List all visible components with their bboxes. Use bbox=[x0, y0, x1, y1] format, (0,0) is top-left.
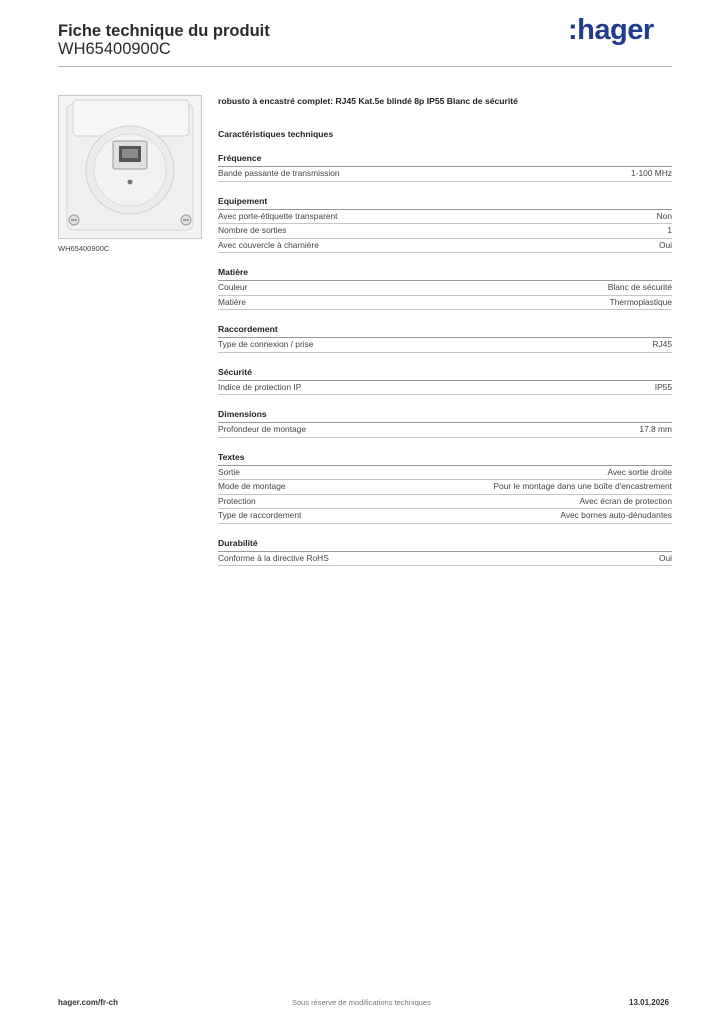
spec-value: Thermoplastique bbox=[609, 296, 672, 307]
spec-row bbox=[218, 224, 672, 239]
spec-label: Avec couvercle à charnière bbox=[218, 239, 319, 250]
spec-value: RJ45 bbox=[652, 339, 672, 349]
spec-label: Couleur bbox=[218, 282, 248, 292]
spec-value: Oui bbox=[658, 552, 672, 563]
section-title: Sécurité bbox=[218, 367, 672, 381]
specifications bbox=[218, 96, 672, 566]
spec-label: Conforme à la directive RoHS bbox=[218, 552, 329, 563]
spec-label: Sortie bbox=[218, 466, 240, 477]
spec-label: Avec porte-étiquette transparent bbox=[218, 210, 338, 221]
spec-section bbox=[218, 267, 672, 310]
section-title: Matière bbox=[218, 267, 672, 281]
spec-value: Non bbox=[656, 210, 672, 221]
product-reference: WH65400900C bbox=[58, 40, 171, 58]
spec-value: IP55 bbox=[654, 381, 672, 392]
section-title: Durabilité bbox=[218, 538, 672, 552]
spec-row bbox=[218, 239, 672, 254]
spec-section bbox=[218, 367, 672, 396]
spec-value: Pour le montage dans une boîte d'encastrement bbox=[493, 481, 672, 491]
spec-section bbox=[218, 452, 672, 524]
spec-row bbox=[218, 495, 672, 510]
footer-notice: Sous réserve de modifications techniques bbox=[292, 998, 431, 1007]
spec-value: 1-100 MHz bbox=[631, 168, 672, 178]
spec-label: Profondeur de montage bbox=[218, 424, 306, 434]
tech-characteristics-title: Caractéristiques techniques bbox=[218, 129, 334, 139]
spec-row bbox=[218, 338, 672, 353]
spec-label: Bande passante de transmission bbox=[218, 168, 340, 178]
spec-row bbox=[218, 423, 672, 438]
spec-label: Matière bbox=[218, 296, 246, 307]
spec-row bbox=[218, 167, 672, 182]
spec-value: Avec écran de protection bbox=[579, 495, 672, 506]
header-divider bbox=[58, 66, 672, 67]
spec-label: Mode de montage bbox=[218, 481, 286, 491]
spec-row bbox=[218, 281, 672, 296]
footer-date: 13.01.2026 bbox=[629, 998, 670, 1007]
spec-label: Type de raccordement bbox=[218, 510, 302, 520]
spec-label: Indice de protection IP bbox=[218, 381, 302, 392]
section-title: Fréquence bbox=[218, 153, 672, 167]
hager-logo bbox=[568, 14, 654, 47]
product-photo bbox=[58, 95, 202, 239]
logo-text: hager bbox=[577, 14, 654, 46]
page-title: Fiche technique du produit bbox=[58, 22, 270, 40]
spec-section bbox=[218, 324, 672, 353]
section-title: Raccordement bbox=[218, 324, 672, 338]
spec-row bbox=[218, 381, 672, 396]
spec-section bbox=[218, 196, 672, 254]
footer-website[interactable]: hager.com/fr-ch bbox=[58, 998, 119, 1007]
spec-value: Blanc de sécurité bbox=[607, 282, 672, 292]
spec-row bbox=[218, 552, 672, 567]
spec-row bbox=[218, 480, 672, 495]
spec-value: Avec bornes auto-dénudantes bbox=[560, 510, 672, 520]
spec-label: Nombre de sorties bbox=[218, 225, 287, 235]
spec-label: Protection bbox=[218, 495, 256, 506]
spec-value: Avec sortie droite bbox=[607, 466, 672, 477]
rj45-socket-image bbox=[59, 96, 201, 238]
spec-section bbox=[218, 153, 672, 182]
spec-row bbox=[218, 210, 672, 225]
spec-row bbox=[218, 296, 672, 311]
spec-value: 1 bbox=[667, 225, 672, 235]
spec-value: Oui bbox=[658, 239, 672, 250]
photo-caption: WH65400900C bbox=[58, 244, 110, 253]
product-description: robusto à encastré complet: RJ45 Kat.5e blindé 8p IP55 Blanc de sécurité bbox=[218, 96, 518, 106]
spec-label: Type de connexion / prise bbox=[218, 339, 314, 349]
section-title: Textes bbox=[218, 452, 672, 466]
spec-section bbox=[218, 538, 672, 567]
logo-mark: : bbox=[568, 14, 578, 46]
spec-section bbox=[218, 409, 672, 438]
spec-value: 17.8 mm bbox=[639, 424, 672, 434]
spec-row bbox=[218, 466, 672, 481]
section-title: Equipement bbox=[218, 196, 672, 210]
section-title: Dimensions bbox=[218, 409, 672, 423]
spec-row bbox=[218, 509, 672, 524]
spec-sections bbox=[218, 153, 672, 566]
